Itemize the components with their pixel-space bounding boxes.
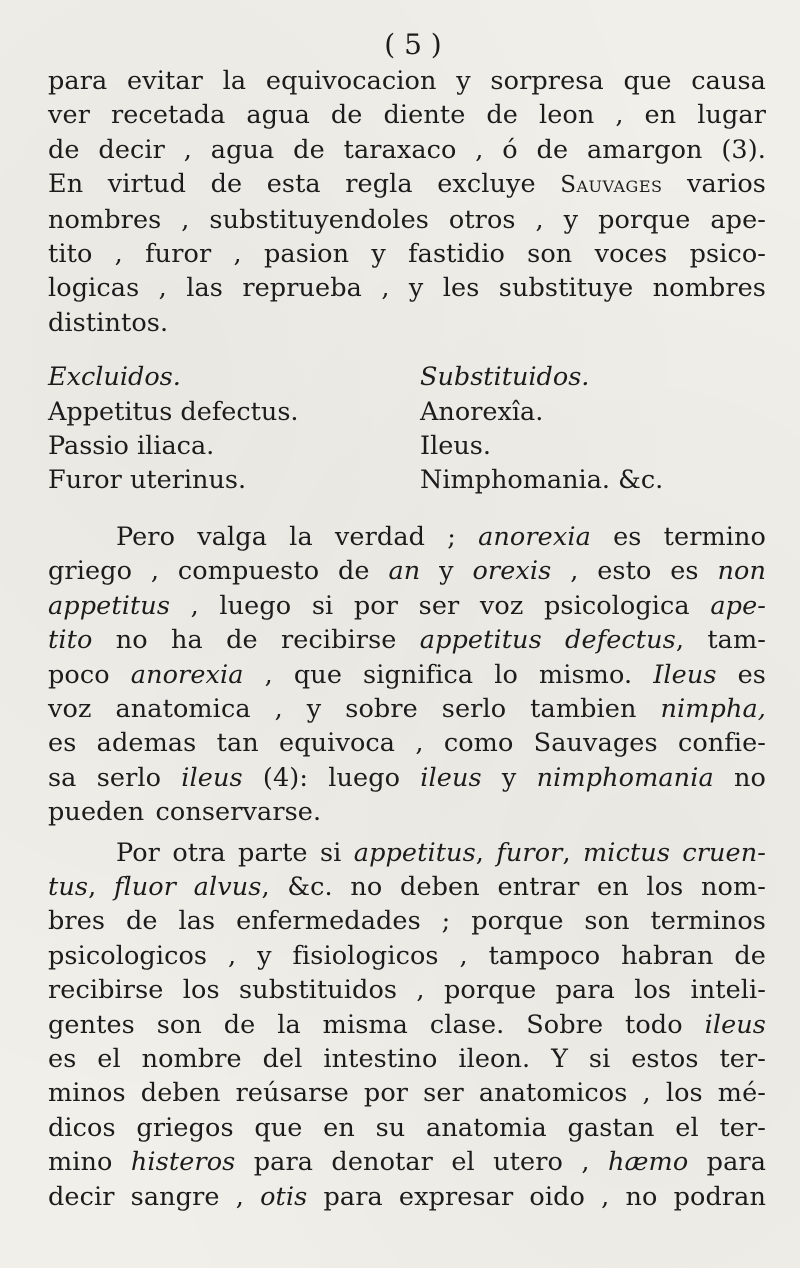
text-line <box>48 167 766 202</box>
text-span: mino <box>48 1147 113 1178</box>
italic-term: tito <box>48 625 93 656</box>
table-cell-substituted: Nimphomania. &c. <box>420 465 664 496</box>
text-span: , que significa lo mismo. <box>264 659 633 690</box>
text-line <box>48 623 766 657</box>
text-span: En virtud de esta regla excluye <box>48 169 536 200</box>
author-name-smallcaps: Sauvages <box>560 172 663 199</box>
text-line <box>48 836 766 870</box>
italic-term: nimphomania <box>536 762 714 793</box>
text-span: Pero valga la verdad ; <box>116 521 456 552</box>
text-span: decir sangre , <box>48 1181 244 1212</box>
text-line: nombres , substituyendoles otros , y porque ape- <box>48 204 766 235</box>
text-line: bres de las enfermedades ; porque son terminos <box>48 906 766 937</box>
italic-term: hæmo <box>607 1147 689 1178</box>
table-row <box>48 395 766 429</box>
italic-term: tus <box>48 871 89 902</box>
italic-term: ileus <box>704 1009 766 1040</box>
italic-term: ileus <box>181 762 243 793</box>
text-span: , &c. no deben entrar en los nom- <box>261 871 766 902</box>
italic-term: otis <box>260 1181 308 1212</box>
table-cell-substituted: Anorexîa. <box>420 396 544 427</box>
text-line: psicologicos , y fisiologicos , tampoco habran de <box>48 940 766 971</box>
substitution-table <box>48 360 766 498</box>
text-span: no ha de recibirse <box>115 625 397 656</box>
text-span: para denotar el utero , <box>253 1147 590 1178</box>
table-row <box>48 463 766 497</box>
column-header-substituted <box>420 360 766 394</box>
text-span: para expresar oido , no podran <box>323 1181 766 1212</box>
text-line: ver recetada agua de diente de leon , en lugar <box>48 100 766 131</box>
text-span: varios <box>687 169 766 200</box>
header-text: Excluidos. <box>48 362 181 393</box>
text-span: voz anatomica , y sobre serlo tambien <box>48 693 637 724</box>
header-text: Substituidos. <box>420 362 590 393</box>
text-span: , <box>475 837 484 868</box>
italic-term: histeros <box>130 1147 236 1178</box>
text-line <box>48 1008 766 1042</box>
text-line: es ademas tan equivoca , como Sauvages confie- <box>48 728 766 759</box>
text-span: griego , compuesto de <box>48 556 370 587</box>
text-line: tito , furor , pasion y fastidio son voces psico- <box>48 239 766 270</box>
italic-term: orexis <box>472 556 552 587</box>
text-span: gentes son de la misma clase. Sobre todo <box>48 1009 683 1040</box>
italic-term: anorexia <box>130 659 244 690</box>
text-line <box>48 520 766 554</box>
text-line: minos deben reúsarse por ser anatomicos , los mé- <box>48 1078 766 1109</box>
text-span: (4): luego <box>262 762 401 793</box>
text-span: , <box>88 871 97 902</box>
italic-term: ileus <box>420 762 482 793</box>
table-cell-excluded: Appetitus defectus. <box>48 396 299 427</box>
table-cell-substituted: Ileus. <box>420 431 491 462</box>
italic-term: anorexia <box>478 521 591 552</box>
text-line: es el nombre del intestino ileon. Y si estos ter- <box>48 1043 766 1074</box>
text-line: dicos griegos que en su anatomia gastan el ter- <box>48 1112 766 1143</box>
text-span: , tam- <box>675 625 766 656</box>
text-line: recibirse los substituidos , porque para los inteli- <box>48 975 766 1006</box>
paragraph-1 <box>48 64 766 340</box>
text-span: y <box>501 762 517 793</box>
text-line <box>48 554 766 588</box>
italic-term: appetitus <box>353 837 476 868</box>
italic-term: ape- <box>710 590 766 621</box>
text-line <box>48 1180 766 1214</box>
text-span: sa serlo <box>48 762 162 793</box>
text-span: para <box>706 1147 766 1178</box>
table-row <box>48 429 766 463</box>
text-span: , esto es <box>570 556 699 587</box>
text-span: , luego si por ser voz psicologica <box>190 590 690 621</box>
text-span: es <box>737 659 766 690</box>
text-line <box>48 658 766 692</box>
column-header-excluded <box>48 360 420 394</box>
italic-term: an <box>388 556 421 587</box>
paragraph-3 <box>48 836 766 1214</box>
text-span: , <box>562 837 571 868</box>
italic-term: non <box>717 556 766 587</box>
italic-term: mictus cruen- <box>583 837 766 868</box>
table-cell-excluded: Furor uterinus. <box>48 465 247 496</box>
text-line: pueden conservarse. <box>48 797 322 828</box>
text-line: de decir , agua de taraxaco , ó de amargon (3). <box>48 134 766 165</box>
paragraph-2 <box>48 520 766 830</box>
text-span: Por otra parte si <box>116 837 342 868</box>
italic-term: fluor alvus <box>113 871 262 902</box>
italic-term: nimpha, <box>660 693 766 724</box>
text-span: es termino <box>613 521 766 552</box>
italic-term: Ileus <box>653 659 717 690</box>
text-line: distintos. <box>48 307 169 338</box>
italic-term: furor <box>496 837 563 868</box>
text-line <box>48 589 766 623</box>
table-cell-excluded: Passio iliaca. <box>48 431 215 462</box>
text-line <box>48 692 766 726</box>
text-span: poco <box>48 659 110 690</box>
text-line: para evitar la equivocacion y sorpresa que causa <box>48 66 766 96</box>
italic-term: appetitus <box>48 590 171 621</box>
text-span: no <box>733 762 766 793</box>
text-span: y <box>439 556 454 587</box>
text-line: logicas , las reprueba , y les substituye nombres <box>48 273 766 304</box>
text-line <box>48 1145 766 1179</box>
text-line <box>48 870 766 904</box>
italic-term: appetitus defectus <box>419 625 676 656</box>
page-number: ( 5 ) <box>384 28 442 61</box>
table-header-row <box>48 360 766 394</box>
text-line <box>48 761 766 795</box>
